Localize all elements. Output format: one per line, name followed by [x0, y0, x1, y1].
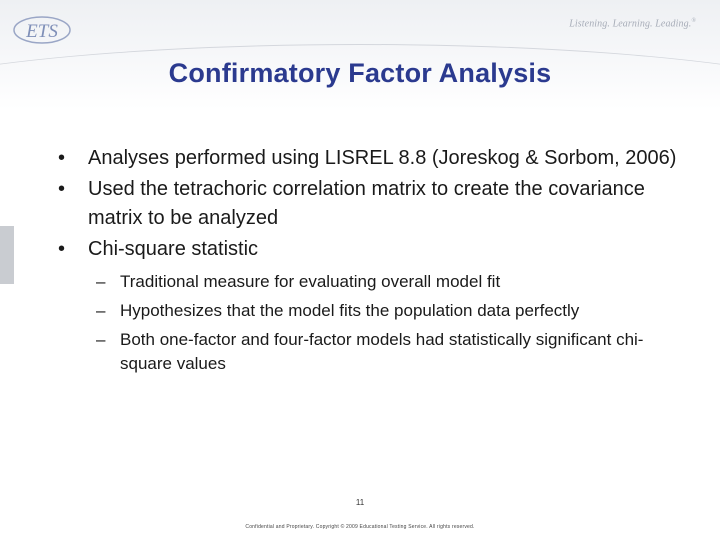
sub-bullet-mark: –: [96, 272, 106, 291]
tagline: [569, 18, 696, 29]
sub-bullet-text: Both one-factor and four-factor models had statistically significant chi-square values: [120, 330, 644, 373]
sub-bullet-mark: –: [96, 330, 106, 349]
header-band: [0, 0, 720, 110]
ets-logo-icon: [12, 12, 74, 46]
bullet-mark: •: [58, 178, 66, 200]
tagline-mark: ®: [691, 18, 696, 24]
bullet-mark: •: [58, 238, 66, 260]
sub-bullet-item: [58, 328, 678, 376]
side-tab: [0, 226, 14, 284]
sub-bullet-list: [58, 270, 678, 376]
bullet-item: [58, 235, 678, 264]
slide-title: Confirmatory Factor Analysis: [168, 58, 552, 88]
sub-bullet-item: [58, 270, 678, 294]
bullet-mark: •: [58, 147, 66, 169]
sub-bullet-text: Hypothesizes that the model fits the population data perfectly: [120, 301, 580, 320]
bullet-text: Analyses performed using LISREL 8.8 (Joreskog & Sorbom, 2006): [88, 147, 677, 169]
bullet-item: [58, 144, 678, 173]
footer-copyright: Confidential and Proprietary. Copyright © 2009 Educational Testing Service. All rights reserved.: [245, 524, 475, 530]
logo-text: ETS: [26, 21, 58, 42]
sub-bullet-text: Traditional measure for evaluating overall model fit: [120, 272, 501, 291]
sub-bullet-mark: –: [96, 301, 106, 320]
bullet-item: [58, 175, 678, 233]
bullet-text: Used the tetrachoric correlation matrix to create the covariance matrix to be analyzed: [88, 178, 645, 229]
page-number: 11: [355, 498, 365, 507]
sub-bullet-item: [58, 299, 678, 323]
slide-content: [58, 144, 678, 381]
bullet-text: Chi-square statistic: [88, 238, 259, 260]
tagline-text: Listening. Learning. Leading.: [569, 18, 692, 30]
